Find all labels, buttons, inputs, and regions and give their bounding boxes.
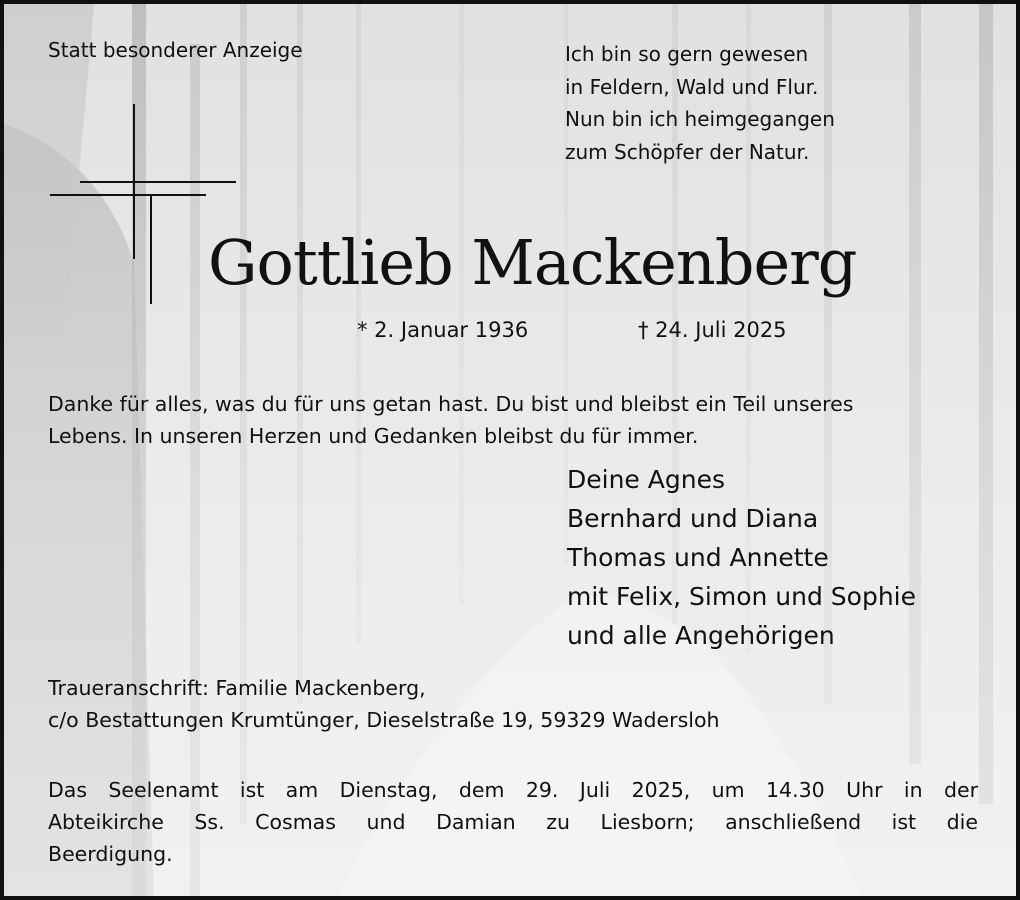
mourner-line: Bernhard und Diana [567, 504, 819, 533]
thanks-text [48, 388, 853, 452]
poem-line: zum Schöpfer der Natur. [565, 139, 810, 164]
thanks-line: Danke für alles, was du für uns getan hast. Du bist und bleibst ein Teil unseres [48, 392, 854, 416]
birth-date: * 2. Januar 1936 [357, 318, 529, 342]
thanks-line: Lebens. In unseren Herzen und Gedanken bleibst du für immer. [48, 424, 699, 448]
mourners-list [567, 460, 916, 655]
mourning-address [48, 672, 720, 736]
address-line: Traueranschrift: Familie Mackenberg, [48, 676, 426, 700]
service-line: Beerdigung. [48, 842, 173, 866]
death-date: † 24. Juli 2025 [638, 318, 787, 342]
address-line: c/o Bestattungen Krumtünger, Dieselstraße 19, 59329 Wadersloh [48, 708, 720, 732]
mourner-line: Thomas und Annette [567, 543, 829, 572]
mourner-line: mit Felix, Simon und Sophie [567, 582, 916, 611]
service-line: Das Seelenamt ist am Dienstag, dem 29. Juli 2025, um 14.30 Uhr in der [48, 778, 978, 802]
poem-line: Ich bin so gern gewesen [565, 42, 809, 66]
service-info [48, 774, 978, 870]
mourner-line: Deine Agnes [567, 465, 725, 494]
deceased-name: Gottlieb Mackenberg [208, 226, 857, 299]
poem-line: Nun bin ich heimgegangen [565, 107, 835, 131]
service-line: Abteikirche Ss. Cosmas und Damian zu Liesborn; anschließend ist die [48, 810, 978, 834]
poem-line: in Feldern, Wald und Flur. [565, 74, 819, 99]
poem [565, 38, 835, 168]
announcement-heading: Statt besonderer Anzeige [48, 38, 303, 62]
mourner-line: und alle Angehörigen [567, 621, 835, 650]
